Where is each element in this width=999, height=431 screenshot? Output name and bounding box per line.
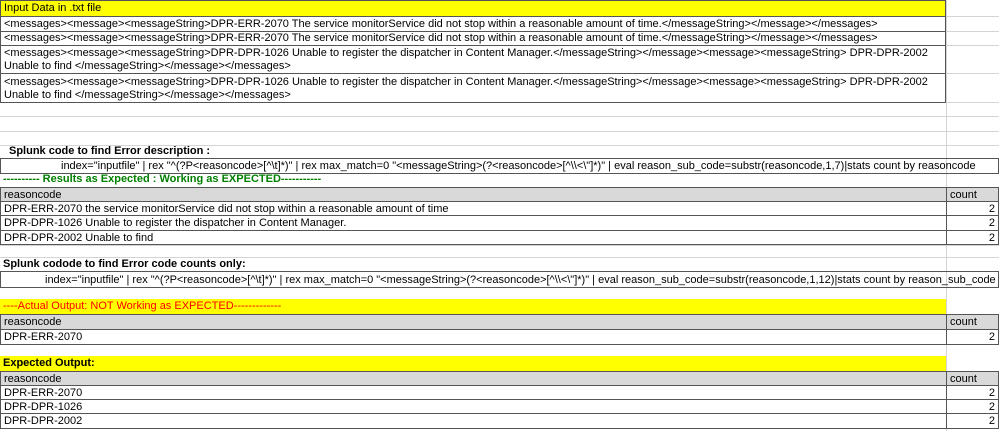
input-header-cell[interactable]: Input Data in .txt file bbox=[0, 0, 946, 17]
actual-status-cell[interactable]: ----Actual Output: NOT Working as EXPECTED------------- bbox=[0, 299, 946, 314]
table-row-count[interactable]: 2 bbox=[946, 399, 999, 414]
table-row-count[interactable]: 2 bbox=[946, 230, 999, 245]
section2-code-cell[interactable]: index="inputfile" | rex "^(?P<reasoncode>[^\t]*)" | rex max_match=0 "<messageString>(?<reasoncode>[^\\<\"]*)" | eval reason_sub_code=substr(reasoncode,1,12)|stats count by reason_sub_code bbox=[0, 271, 999, 288]
grid-line bbox=[0, 131, 999, 132]
section1-col-reasoncode-header[interactable]: reasoncode bbox=[0, 187, 947, 202]
input-row-cell[interactable]: <messages><message><messageString>DPR-DPR-1026 Unable to register the dispatcher in Content Manager.</messageString></message><message><messageString> DPR-DPR-2002 Unable to find </messageString></message></messages> bbox=[0, 73, 946, 103]
expected-title-cell[interactable]: Expected Output: bbox=[0, 356, 946, 371]
grid-line bbox=[0, 116, 999, 117]
table-row-reason[interactable]: DPR-DPR-1026 bbox=[0, 399, 947, 414]
actual-col-count-header[interactable]: count bbox=[946, 314, 999, 330]
table-row-reason[interactable]: DPR-ERR-2070 bbox=[0, 385, 947, 400]
input-row-cell[interactable]: <messages><message><messageString>DPR-ERR-2070 The service monitorService did not stop within a reasonable amount of time.</messageString></message></messages> bbox=[0, 31, 946, 46]
table-row-count[interactable]: 2 bbox=[946, 329, 999, 345]
input-row-cell[interactable]: <messages><message><messageString>DPR-DPR-1026 Unable to register the dispatcher in Content Manager.</messageString></message><message><messageString> DPR-DPR-2002 Unable to find </messageString></message></messages> bbox=[0, 45, 946, 74]
expected-col-reasoncode-header[interactable]: reasoncode bbox=[0, 371, 947, 386]
table-row-reason[interactable]: DPR-ERR-2070 bbox=[0, 329, 947, 345]
table-row-count[interactable]: 2 bbox=[946, 413, 999, 429]
table-row-count[interactable]: 2 bbox=[946, 201, 999, 216]
table-row-reason[interactable]: DPR-DPR-2002 Unable to find bbox=[0, 230, 947, 245]
section1-title[interactable]: Splunk code to find Error description : bbox=[9, 145, 211, 157]
table-row-reason[interactable]: DPR-ERR-2070 the service monitorService did not stop within a reasonable amount of time bbox=[0, 201, 947, 216]
section1-code-cell[interactable]: index="inputfile" | rex "^(?P<reasoncode>[^\t]*)" | rex max_match=0 "<messageString>(?<reasoncode>[^\\<\"]*)" | eval reason_sub_code=substr(reasoncode,1,7)|stats count by reasoncode bbox=[0, 158, 999, 174]
table-row-count[interactable]: 2 bbox=[946, 215, 999, 231]
grid-line bbox=[0, 245, 999, 246]
actual-col-reasoncode-header[interactable]: reasoncode bbox=[0, 314, 947, 330]
input-row-cell[interactable]: <messages><message><messageString>DPR-ERR-2070 The service monitorService did not stop within a reasonable amount of time.</messageString></message></messages> bbox=[0, 16, 946, 32]
table-row-reason[interactable]: DPR-DPR-2002 bbox=[0, 413, 947, 429]
expected-col-count-header[interactable]: count bbox=[946, 371, 999, 386]
section1-col-count-header[interactable]: count bbox=[946, 187, 999, 202]
table-row-count[interactable]: 2 bbox=[946, 385, 999, 400]
section1-status[interactable]: ---------- Results as Expected : Working as EXPECTED----------- bbox=[3, 173, 322, 185]
section2-title[interactable]: Splunk codode to find Error code counts only: bbox=[3, 258, 246, 270]
table-row-reason[interactable]: DPR-DPR-1026 Unable to register the dispatcher in Content Manager. bbox=[0, 215, 947, 231]
